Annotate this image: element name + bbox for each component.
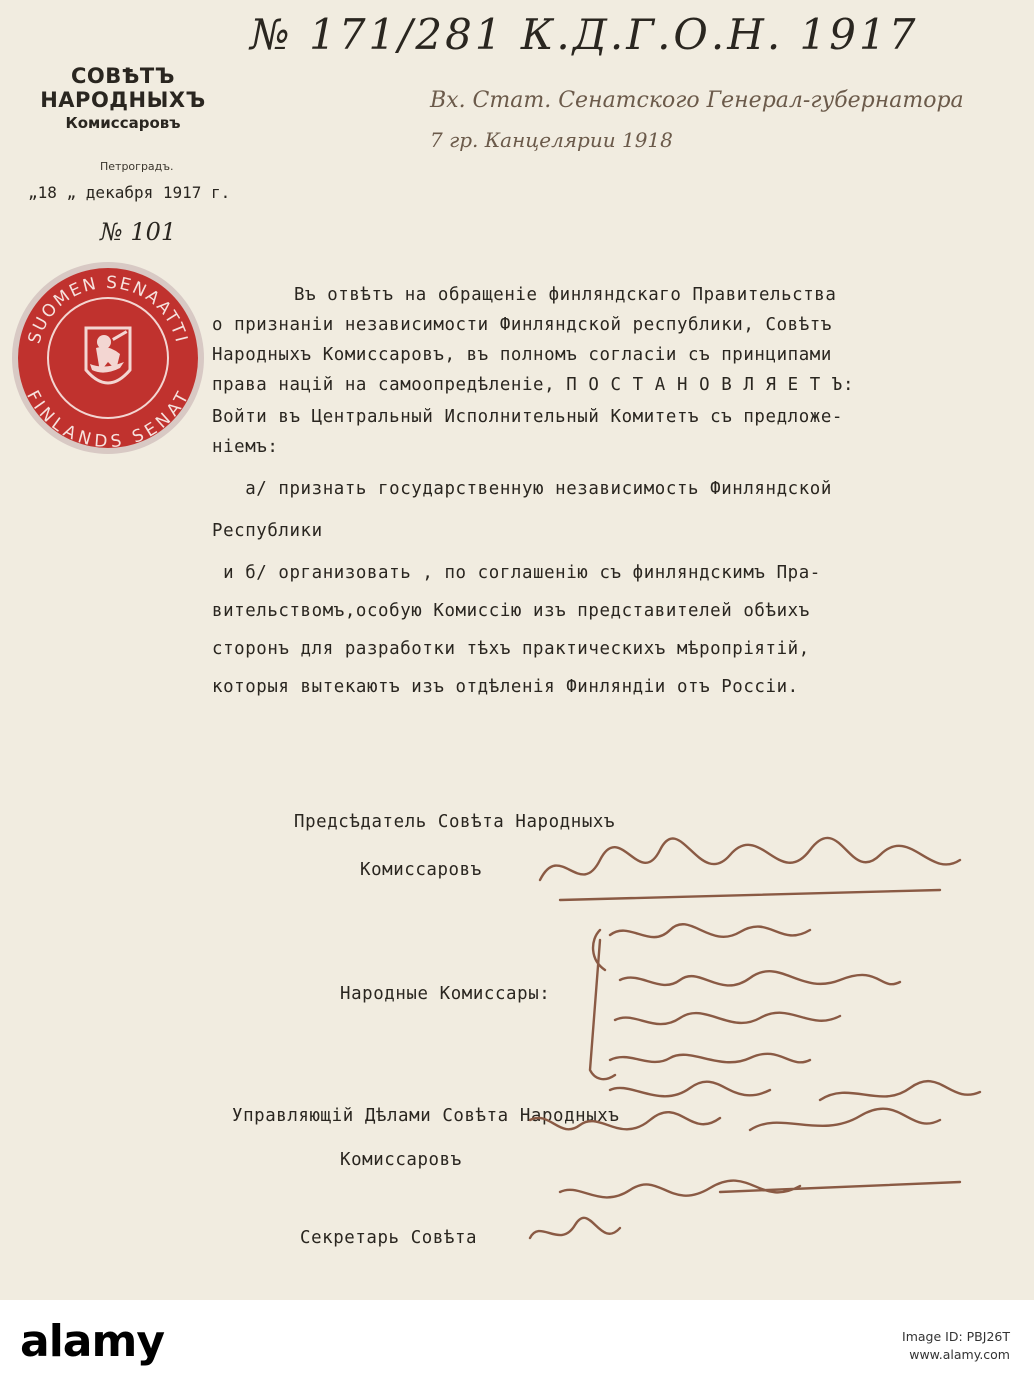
handwritten-signatures <box>520 820 990 1260</box>
letterhead-city: Петроградъ. <box>100 160 174 173</box>
chairman-title-line2: Комиссаровъ <box>360 860 482 880</box>
body-line: Народныхъ Комиссаровъ, въ полномъ согласіи съ принципами <box>212 345 832 365</box>
manager-title-line1: Управляющій Дѣлами Совѣта Народныхъ <box>232 1106 620 1126</box>
body-line: а/ признать государственную независимость Финляндской <box>212 479 832 499</box>
letterhead-org-line2: Комиссаровъ <box>65 114 181 132</box>
decree-body <box>212 280 1012 702</box>
body-line: которыя вытекаютъ изъ отдѣленія Финляндіи отъ Россіи. <box>212 677 799 697</box>
manager-title-line2: Комиссаровъ <box>340 1150 462 1170</box>
seal-top-text: SUOMEN SENAATTI <box>24 272 192 346</box>
body-line: и б/ организовать , по соглашенію съ финляндскимъ Пра- <box>212 563 821 583</box>
handwritten-note-line-1: Вх. Стат. Сенатского Генерал-губернатора <box>430 88 964 113</box>
seal-bottom-text: FINLANDS SENAT <box>22 387 194 453</box>
letterhead-date: „18 „ декабря 1917 г. <box>28 183 231 202</box>
secretary-label: Секретарь Совѣта <box>300 1228 478 1248</box>
body-line: ніемъ: <box>212 437 279 457</box>
body-line: Республики <box>212 521 323 541</box>
image-codes <box>790 1328 1010 1364</box>
letterhead <box>18 64 228 132</box>
brand-logo: alamy <box>20 1316 164 1367</box>
handwritten-note-line-2: 7 гр. Канцелярии 1918 <box>430 128 673 152</box>
body-line: права націй на самоопредѣленіе, П О С Т А Н О В Л Я Е Т Ъ: <box>212 375 855 395</box>
body-line: вительствомъ,особую Комиссію изъ представителей обѣихъ <box>212 601 810 621</box>
body-line: Въ отвѣтъ на обращеніе финляндскаго Правительства <box>294 285 837 305</box>
senate-seal-icon <box>8 258 208 458</box>
letterhead-org-line1: СОВѢТЪ НАРОДНЫХЪ <box>40 64 206 112</box>
body-line: Войти въ Центральный Исполнительный Комитетъ съ предложе- <box>212 407 843 427</box>
stock-photo-strip <box>0 1300 1034 1390</box>
commissars-label: Народные Комиссары: <box>340 984 551 1004</box>
body-line: о признаніи независимости Финляндской республики, Совѣтъ <box>212 315 832 335</box>
letterhead-number: № 101 <box>100 218 177 246</box>
image-id-label: Image ID: PBJ26T <box>902 1329 1010 1344</box>
chairman-title-line1: Предсѣдатель Совѣта Народныхъ <box>294 812 616 832</box>
site-url: www.alamy.com <box>909 1347 1010 1362</box>
body-line: сторонъ для разработки тѣхъ практическихъ мѣропріятій, <box>212 639 810 659</box>
handwritten-registration-number: № 171/281 К.Д.Г.О.Н. 1917 <box>250 10 919 59</box>
